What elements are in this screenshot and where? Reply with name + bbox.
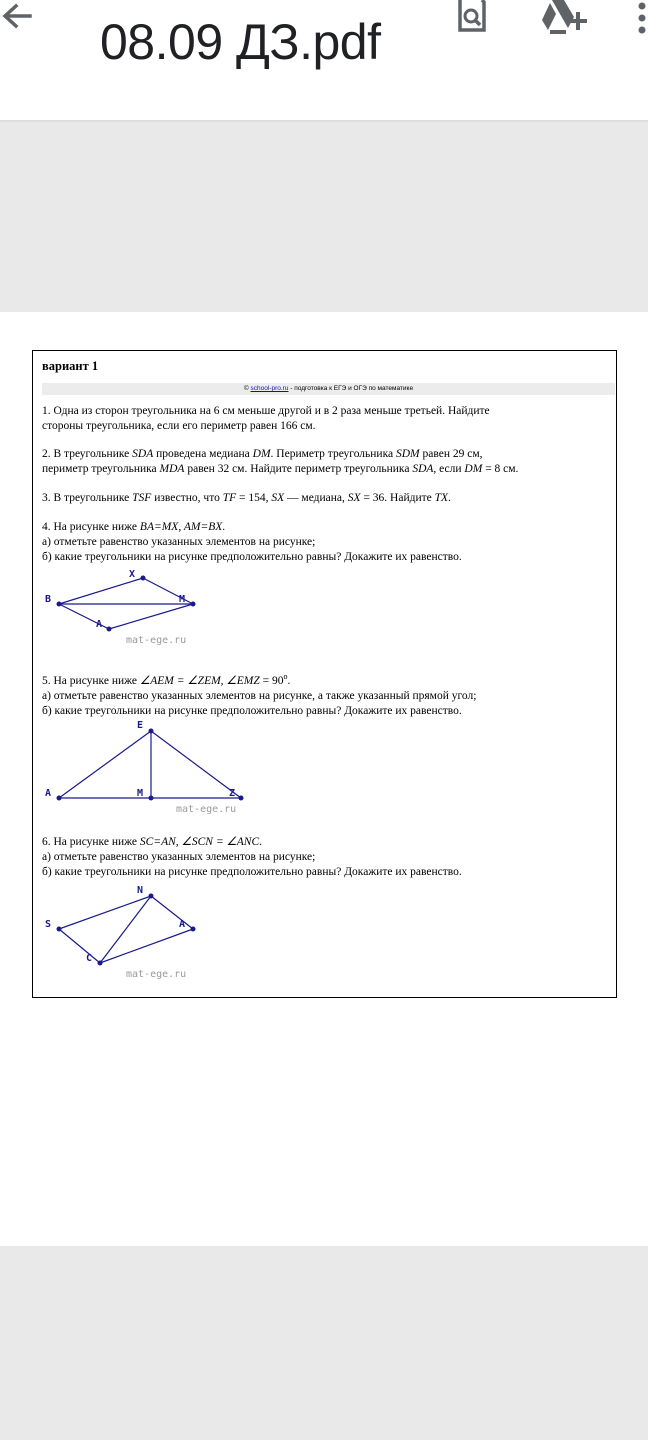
task-6: 6. На рисунке ниже SC=AN, ∠SCN = ∠ANC. а) отметьте равенство указанных элементов на рисунке; б) какие треугольники на рисунке предположительно равны? Докажите их равенство. — [42, 836, 462, 878]
task-3: 3. В треугольнике TSF известно, что TF = 154, SX — медиана, SX = 36. Найдите TX. — [42, 492, 451, 504]
task-4: 4. На рисунке ниже BA=MX, AM=BX. а) отметьте равенство указанных элементов на рисунке; б) какие треугольники на рисунке предположительно равны? Докажите их равенство. — [42, 521, 462, 563]
app-bar-shadow — [0, 120, 648, 123]
watermark: mat-ege.ru — [126, 969, 187, 980]
more-vert-icon — [628, 0, 648, 40]
label-a: A — [179, 919, 186, 930]
add-to-drive-icon — [540, 0, 588, 40]
label-a: A — [45, 788, 52, 799]
more-options-button[interactable] — [628, 0, 648, 40]
task-2: 2. В треугольнике SDA проведена медиана DM. Периметр треугольника SDM равен 29 см, периметр треугольника MDA равен 32 см. Найдите периметр треугольника SDA, если DM = 8 см. — [42, 448, 519, 475]
label-s: S — [45, 919, 52, 930]
figure-task-5 — [41, 716, 261, 816]
figure-task-6 — [41, 881, 221, 981]
watermark: mat-ege.ru — [176, 804, 237, 815]
label-m: M — [179, 594, 186, 605]
label-z: Z — [229, 788, 236, 799]
find-in-document-icon — [452, 0, 492, 40]
credit-bar: © school-pro.ru - подготовка к ЕГЭ и ОГЭ по математике — [42, 383, 615, 395]
figure-task-4 — [41, 569, 211, 651]
variant-heading: вариант 1 — [42, 359, 99, 373]
task-1: 1. Одна из сторон треугольника на 6 см меньше другой и в 2 раза меньше третьей. Найдите стороны треугольника, если его периметр равен 166 см. — [42, 405, 490, 432]
label-c: C — [86, 953, 93, 964]
back-button[interactable] — [0, 0, 40, 40]
add-to-drive-button[interactable] — [540, 0, 588, 40]
page-gap — [0, 1248, 648, 1440]
label-a: A — [96, 619, 103, 630]
watermark: mat-ege.ru — [126, 635, 187, 646]
worksheet-frame — [32, 350, 617, 998]
label-x: X — [129, 569, 136, 580]
label-n: N — [137, 885, 144, 896]
label-m: M — [137, 788, 144, 799]
document-title: 08.09 ДЗ.pdf — [100, 14, 381, 70]
find-in-document-button[interactable] — [452, 0, 492, 40]
school-pro-link[interactable]: school-pro.ru — [250, 385, 289, 392]
label-b: B — [45, 594, 52, 605]
arrow-left-icon — [0, 0, 40, 40]
app-bar — [0, 0, 648, 122]
label-e: E — [137, 720, 144, 731]
pdf-page[interactable] — [0, 312, 648, 1246]
task-5: 5. На рисунке ниже ∠AEM = ∠ZEM, ∠EMZ = $90^o$. а) отметьте равенство указанных элементов на рисунке, а также указанный прямой угол; б) какие треугольники на рисунке предположительно равны? Докажите их равенство. — [42, 672, 477, 717]
